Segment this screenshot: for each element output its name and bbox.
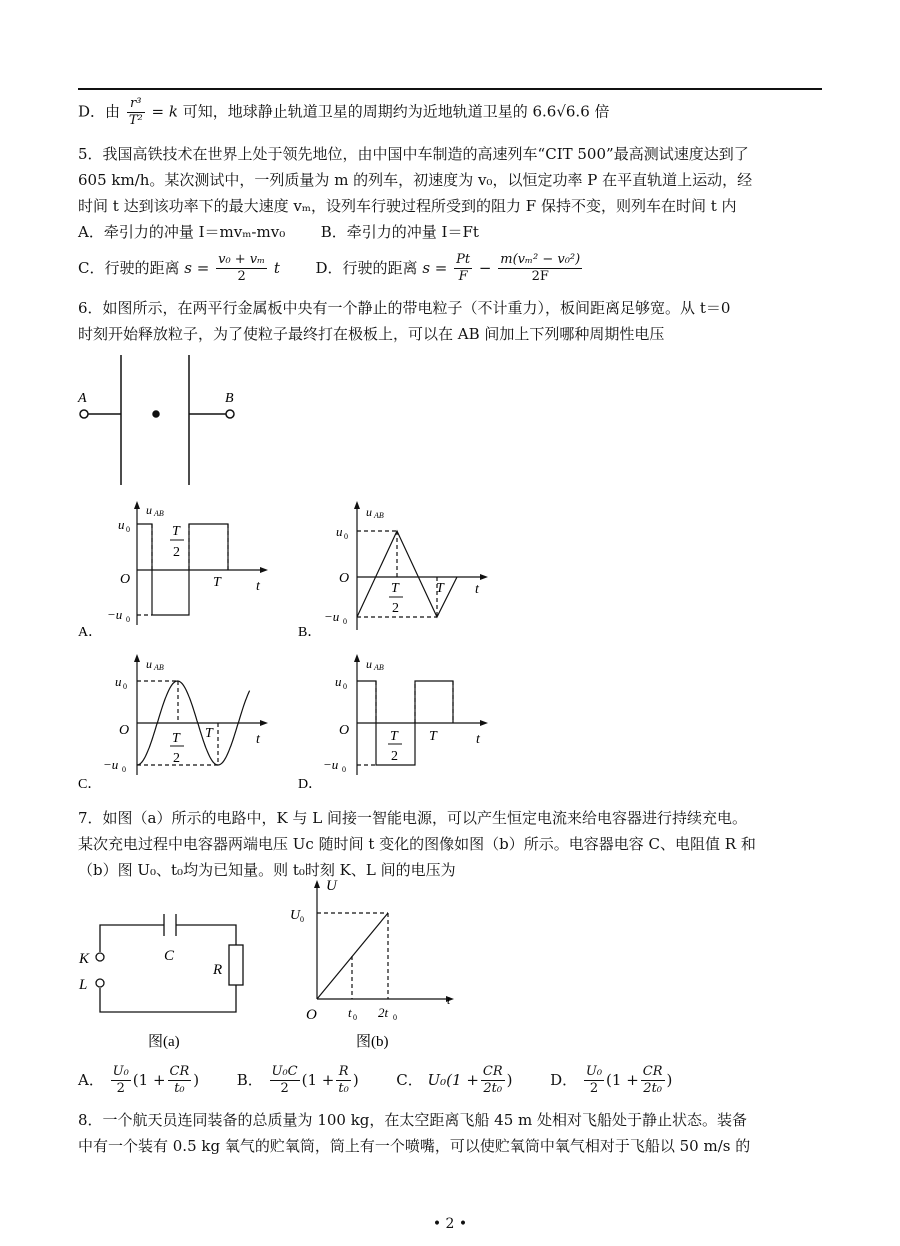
svg-text:u: u bbox=[146, 503, 152, 517]
svg-text:0: 0 bbox=[126, 615, 130, 624]
svg-text:T: T bbox=[172, 524, 180, 539]
svg-text:u: u bbox=[335, 674, 342, 689]
svg-text:AB: AB bbox=[374, 511, 384, 520]
label-b: B bbox=[225, 391, 234, 406]
q7-line-2: 某次充电过程中电容器两端电压 Uc 随时间 t 变化的图像如图（b）所示。电容器电容 C、电阻值 R 和 bbox=[78, 835, 756, 853]
svg-text:0: 0 bbox=[342, 765, 346, 774]
svg-text:O: O bbox=[339, 571, 350, 586]
q7-option-a: A． $\frac{\text{U₀}}{2}$ (1 + $\frac{CR}{\text{t₀}}$ ) bbox=[78, 1064, 200, 1096]
svg-text:U: U bbox=[326, 878, 337, 894]
svg-text:0: 0 bbox=[393, 1013, 397, 1022]
svg-text:2: 2 bbox=[173, 545, 180, 560]
q7-line-3: （b）图 U₀、t₀均为已知量。则 t₀时刻 K、L 间的电压为 bbox=[78, 861, 456, 879]
svg-text:2t: 2t bbox=[378, 1005, 389, 1020]
svg-text:0: 0 bbox=[353, 1013, 357, 1022]
svg-text:t: t bbox=[447, 993, 451, 1007]
svg-text:t: t bbox=[475, 582, 479, 597]
svg-text:T: T bbox=[172, 731, 180, 746]
q5-line-3: 时间 t 达到该功率下的最大速度 vₘ，设列车行驶过程所受到的阻力 F 保持不变，则列车在时间 t 内 bbox=[78, 197, 737, 215]
svg-text:0: 0 bbox=[343, 682, 347, 691]
svg-text:O: O bbox=[120, 572, 131, 587]
q6-option-d-label: D． bbox=[298, 777, 323, 792]
q8-line-1: 8．一个航天员连同装备的总质量为 100 kg，在太空距离飞船 45 m 处相对飞船处于静止状态。装备 bbox=[78, 1111, 748, 1129]
svg-text:u: u bbox=[115, 674, 122, 689]
q7-graph-b bbox=[290, 878, 454, 1050]
svg-text:T: T bbox=[391, 581, 399, 596]
q6-graph-b bbox=[298, 501, 488, 640]
svg-text:2: 2 bbox=[173, 751, 180, 766]
q7-line-1: 7．如图（a）所示的电路中，K 与 L 间接一智能电源，可以产生恒定电流来给电容器进行持续充电。 bbox=[78, 809, 747, 827]
svg-text:−u: −u bbox=[103, 757, 119, 772]
svg-text:t: t bbox=[348, 1005, 352, 1020]
terminal-b bbox=[226, 410, 234, 418]
svg-text:U: U bbox=[290, 908, 301, 923]
svg-text:O: O bbox=[306, 1007, 317, 1023]
q6-graph-a bbox=[78, 501, 268, 640]
charged-particle bbox=[153, 411, 159, 417]
q6-plates-figure bbox=[80, 355, 234, 485]
svg-text:T: T bbox=[205, 726, 213, 741]
q6-line-2: 时刻开始释放粒子，为了使粒子最终打在极板上，可以在 AB 间加上下列哪种周期性电压 bbox=[78, 325, 665, 343]
q5-option-a: A．牵引力的冲量 I＝mvₘ-mv₀ bbox=[78, 223, 286, 241]
svg-text:AB: AB bbox=[374, 663, 384, 672]
svg-text:u: u bbox=[366, 657, 372, 671]
svg-text:AB: AB bbox=[154, 663, 164, 672]
page-number: • 2 • bbox=[432, 1216, 468, 1232]
q6-line-1: 6．如图所示，在两平行金属板中央有一个静止的带电粒子（不计重力），板间距离足够宽。从 t＝0 bbox=[78, 299, 731, 317]
svg-text:0: 0 bbox=[300, 915, 304, 924]
terminal-k bbox=[96, 953, 104, 961]
svg-text:C: C bbox=[164, 948, 175, 964]
svg-text:0: 0 bbox=[344, 532, 348, 541]
q7-options bbox=[78, 1064, 672, 1097]
svg-text:2: 2 bbox=[392, 601, 399, 616]
q5-line-1: 5．我国高铁技术在世界上处于领先地位，由中国中车制造的高速列车“CIT 500”最高测试速度达到了 bbox=[78, 145, 749, 163]
svg-text:0: 0 bbox=[126, 525, 130, 534]
q6-option-b-label: B． bbox=[298, 625, 322, 640]
svg-text:0: 0 bbox=[122, 765, 126, 774]
q8-line-2: 中有一个装有 0.5 kg 氧气的贮氧筒，筒上有一个喷嘴，可以使贮氧筒中氧气相对于飞船以 50 m/s 的 bbox=[78, 1137, 751, 1155]
q7-option-b: B． $\frac{\text{U₀C}}{2}$ (1 + $\frac{R}{\text{t₀}}$ ) bbox=[236, 1064, 359, 1096]
svg-text:u: u bbox=[366, 505, 372, 519]
svg-text:AB: AB bbox=[154, 509, 164, 518]
q7-option-c: C． U₀(1 + $\frac{CR}{\text{2t₀}}$ ) bbox=[396, 1064, 513, 1096]
svg-text:0: 0 bbox=[123, 682, 127, 691]
label-a: A bbox=[78, 391, 87, 406]
caption-b: 图(b) bbox=[356, 1034, 389, 1050]
svg-text:O: O bbox=[119, 723, 130, 738]
resistor bbox=[229, 945, 243, 985]
q5-option-b: B．牵引力的冲量 I＝Ft bbox=[320, 223, 479, 241]
terminal-a bbox=[80, 410, 88, 418]
q5-line-2: 605 km/h。某次测试中，一列质量为 m 的列车，初速度为 v₀，以恒定功率 P 在平直轨道上运动，经 bbox=[78, 171, 753, 189]
q6-option-a-label: A． bbox=[78, 625, 103, 640]
svg-text:u: u bbox=[118, 517, 125, 532]
svg-text:L: L bbox=[79, 977, 88, 993]
q6-option-c-label: C． bbox=[78, 777, 102, 792]
svg-text:T: T bbox=[213, 575, 221, 590]
q6-graph-c bbox=[78, 654, 268, 792]
svg-text:t: t bbox=[476, 732, 480, 747]
svg-text:R: R bbox=[213, 962, 223, 978]
svg-text:O: O bbox=[339, 723, 350, 738]
svg-text:t: t bbox=[256, 732, 260, 747]
svg-text:t: t bbox=[256, 579, 260, 594]
q5-option-d: D．行驶的距离 s = $\frac{Pt}{F}$ − $\frac{\text{m(vₘ² − v₀²)}}{2F}$ bbox=[315, 252, 581, 284]
svg-text:T: T bbox=[429, 729, 437, 744]
caption-a: 图(a) bbox=[148, 1034, 180, 1050]
q4-fraction: $\frac{\text{r³}}{\text{T²}}$ bbox=[128, 96, 143, 128]
svg-text:−u: −u bbox=[107, 607, 123, 622]
svg-text:−u: −u bbox=[323, 757, 339, 772]
svg-text:−u: −u bbox=[324, 609, 340, 624]
svg-text:T: T bbox=[390, 729, 398, 744]
svg-text:K: K bbox=[79, 951, 90, 967]
svg-text:u: u bbox=[146, 657, 152, 671]
q5-option-c: C．行驶的距离 s = $\frac{\text{v₀ + vₘ}}{2}$ t bbox=[78, 252, 280, 284]
q6-graph-d bbox=[298, 654, 488, 792]
svg-text:u: u bbox=[336, 524, 343, 539]
q4-option-d: D．由 $\frac{\text{r³}}{\text{T²}}$ = k 可知，地球静止轨道卫星的周期约为近地轨道卫星的 6.6√6.6 倍 bbox=[78, 96, 610, 128]
q7-option-d: D． $\frac{\text{U₀}}{2}$ (1 + $\frac{CR}{\text{2t₀}}$ ) bbox=[550, 1064, 673, 1096]
svg-text:0: 0 bbox=[343, 617, 347, 626]
terminal-l bbox=[96, 979, 104, 987]
svg-text:T: T bbox=[436, 581, 444, 596]
svg-text:2: 2 bbox=[391, 749, 398, 764]
